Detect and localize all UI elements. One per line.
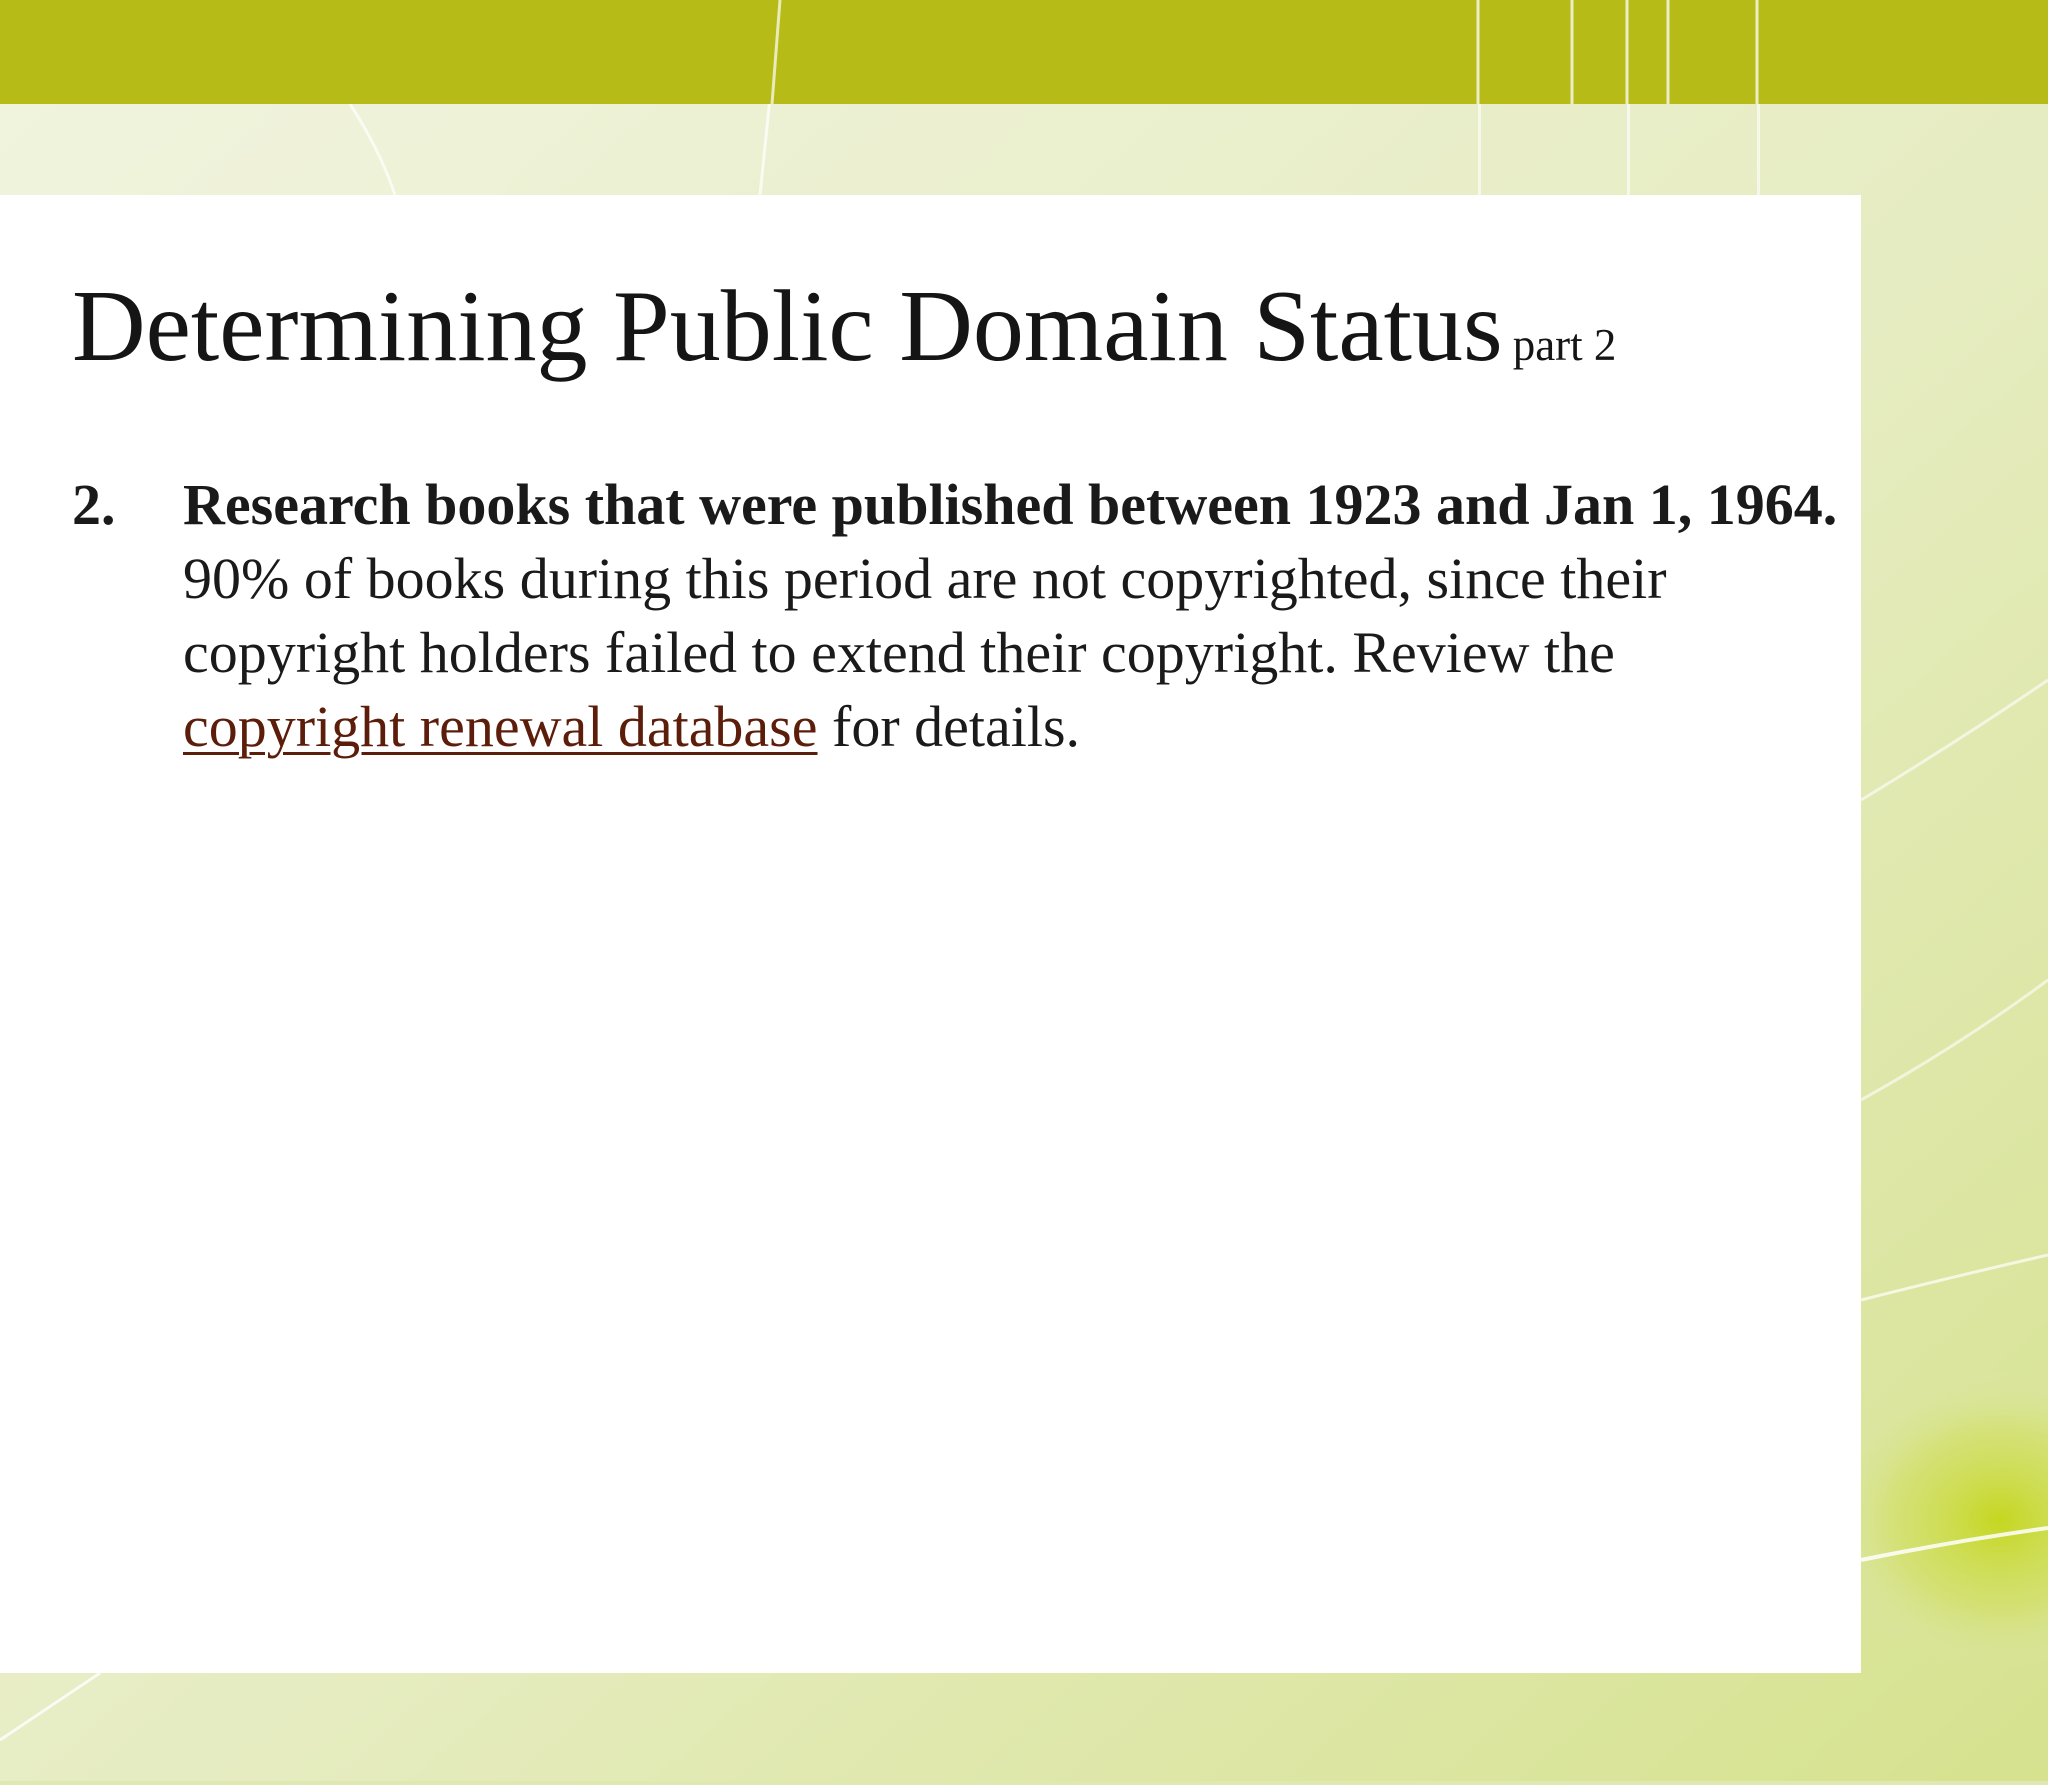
- copyright-renewal-database-link[interactable]: copyright renewal database: [183, 694, 818, 759]
- slide-title-suffix: part 2: [1512, 320, 1617, 370]
- slide-title: [72, 262, 1616, 410]
- stripe-divider: [1478, 104, 1481, 195]
- list-item-bold-lead: Research books that were published between 1923 and Jan 1, 1964.: [183, 472, 1838, 537]
- stripe-divider: [1627, 104, 1630, 195]
- list-item-text: [183, 468, 1847, 764]
- slide-title-text: Determining Public Domain Status: [72, 270, 1503, 383]
- content-panel: [0, 195, 1861, 1673]
- stripe-divider: [1757, 104, 1760, 195]
- top-header-band: [0, 0, 2048, 104]
- list-item-body-after-link: for details.: [817, 694, 1081, 759]
- list-item-body-before-link: 90% of books during this period are not copyrighted, since their copyright holders failed to extend their copyright. Review the: [183, 546, 1667, 685]
- list-item-number: 2.: [72, 472, 116, 537]
- header-stripes: [0, 0, 2048, 104]
